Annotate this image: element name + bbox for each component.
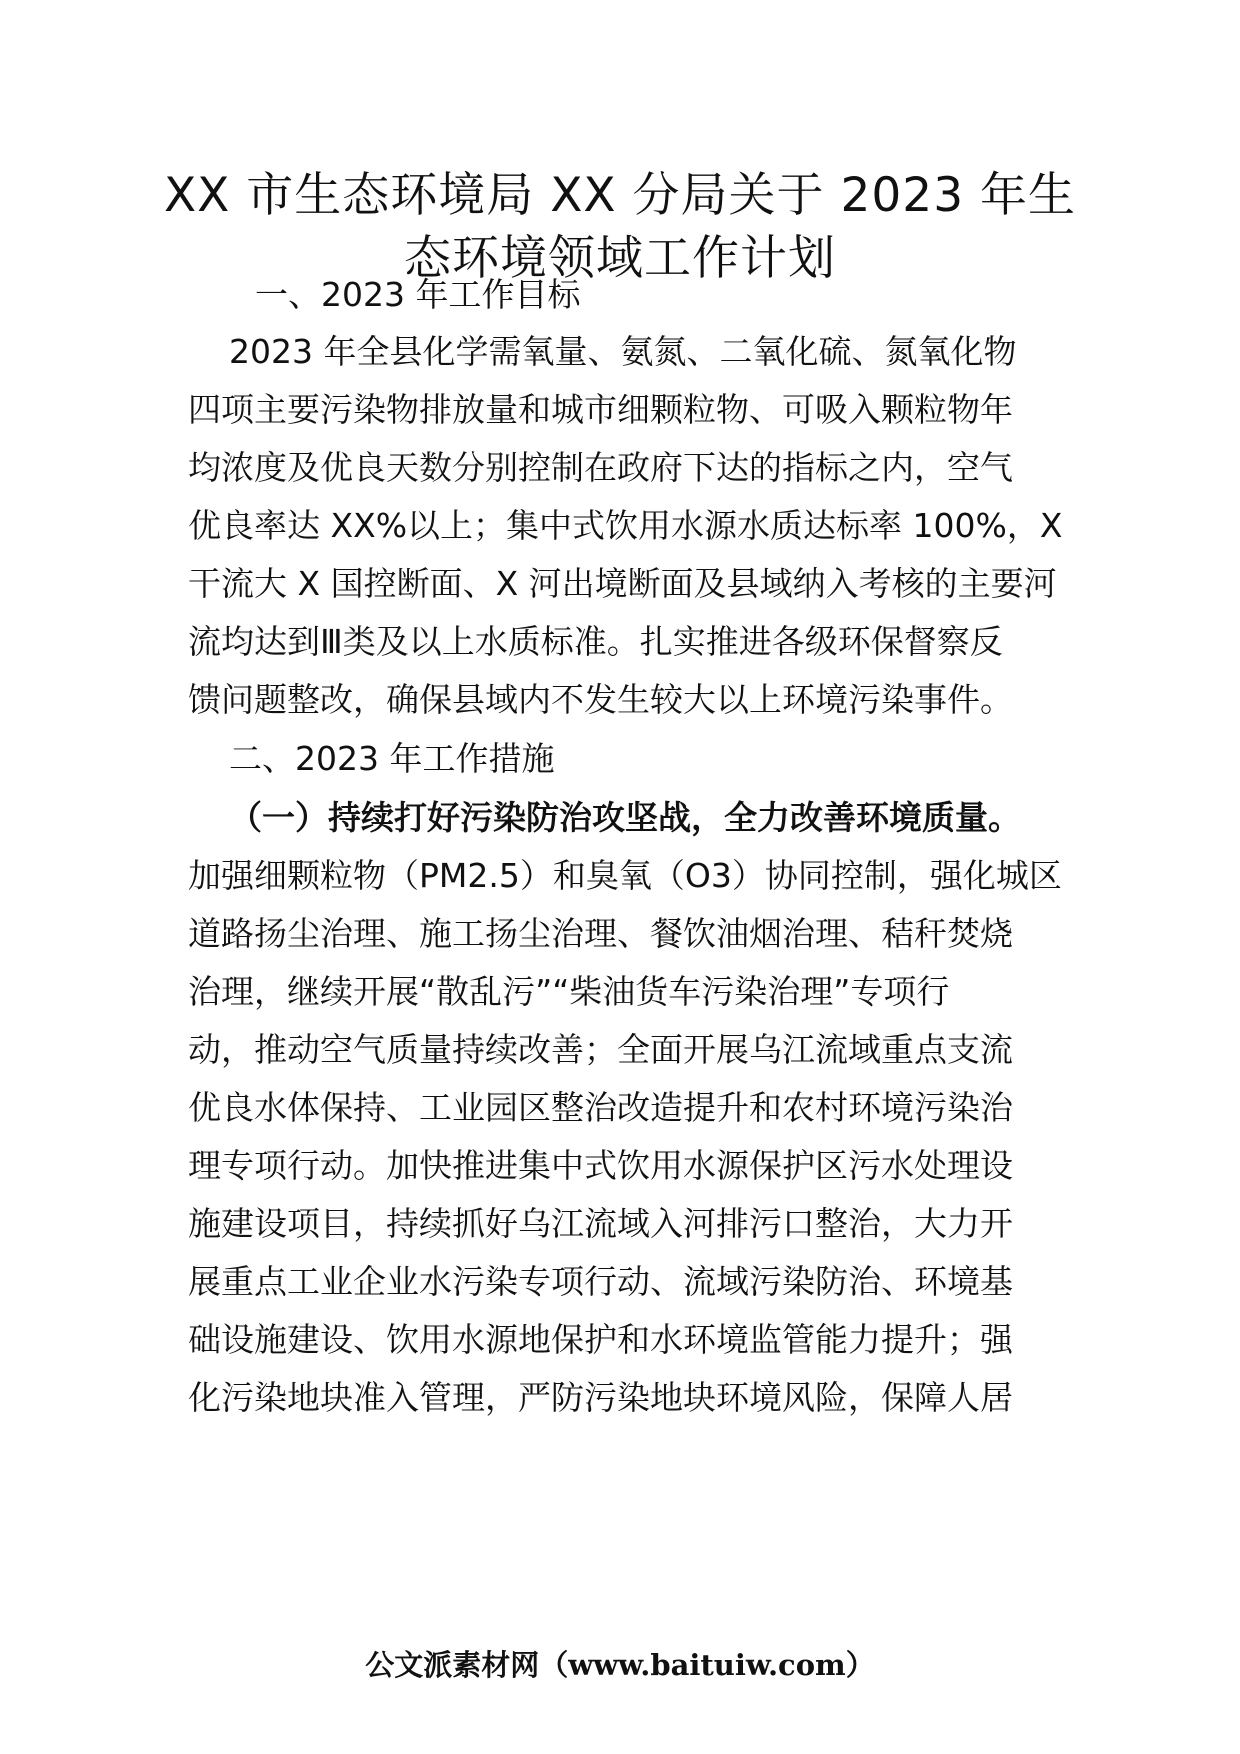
paragraph-line: 动，推动空气质量持续改善；全面开展乌江流域重点支流 bbox=[188, 1030, 1013, 1069]
paragraph-line: 化污染地块准入管理，严防污染地块环境风险，保障人居 bbox=[188, 1378, 1013, 1417]
document-title-line-1: XX 市生态环境局 XX 分局关于 2023 年生 bbox=[163, 168, 1077, 223]
paragraph-line: 加强细颗粒物（PM2.5）和臭氧（O3）协同控制，强化城区 bbox=[188, 856, 1062, 895]
paragraph-line: 理专项行动。加快推进集中式饮用水源保护区污水处理设 bbox=[188, 1146, 1013, 1185]
document-title-line-2: 态环境领域工作计划 bbox=[404, 231, 836, 286]
paragraph-line: 优良水体保持、工业园区整治改造提升和农村环境污染治 bbox=[188, 1088, 1013, 1127]
section-heading-goals: 一、2023 年工作目标 bbox=[255, 275, 581, 314]
paragraph-line: 础设施建设、饮用水源地保护和水环境监管能力提升；强 bbox=[188, 1320, 1013, 1359]
paragraph-line: 馈问题整改，确保县域内不发生较大以上环境污染事件。 bbox=[188, 680, 1013, 719]
paragraph-line: 优良率达 XX%以上；集中式饮用水源水质达标率 100%，X bbox=[188, 506, 1063, 545]
section-heading-measures: 二、2023 年工作措施 bbox=[229, 739, 555, 778]
paragraph-line: 展重点工业企业水污染专项行动、流域污染防治、环境基 bbox=[188, 1262, 1013, 1301]
footer-watermark-text: 公文派素材网（www.baituiw.com） bbox=[365, 1648, 875, 1682]
paragraph-line: 施建设项目，持续抓好乌江流域入河排污口整治，大力开 bbox=[188, 1204, 1013, 1243]
paragraph-line: 均浓度及优良天数分别控制在政府下达的指标之内，空气 bbox=[188, 448, 1013, 487]
paragraph-line: 治理，继续开展“散乱污”“柴油货车污染治理”专项行 bbox=[188, 972, 950, 1011]
paragraph-line: 流均达到Ⅲ类及以上水质标准。扎实推进各级环保督察反 bbox=[188, 622, 1003, 661]
paragraph-line: 四项主要污染物排放量和城市细颗粒物、可吸入颗粒物年 bbox=[188, 390, 1013, 429]
paragraph-line: 2023 年全县化学需氧量、氨氮、二氧化硫、氮氧化物 bbox=[229, 332, 1017, 371]
subsection-heading: （一）持续打好污染防治攻坚战，全力改善环境质量。 bbox=[229, 798, 1021, 837]
paragraph-line: 道路扬尘治理、施工扬尘治理、餐饮油烟治理、秸秆焚烧 bbox=[188, 914, 1013, 953]
paragraph-line: 干流大 X 国控断面、X 河出境断面及县域纳入考核的主要河 bbox=[188, 564, 1057, 603]
